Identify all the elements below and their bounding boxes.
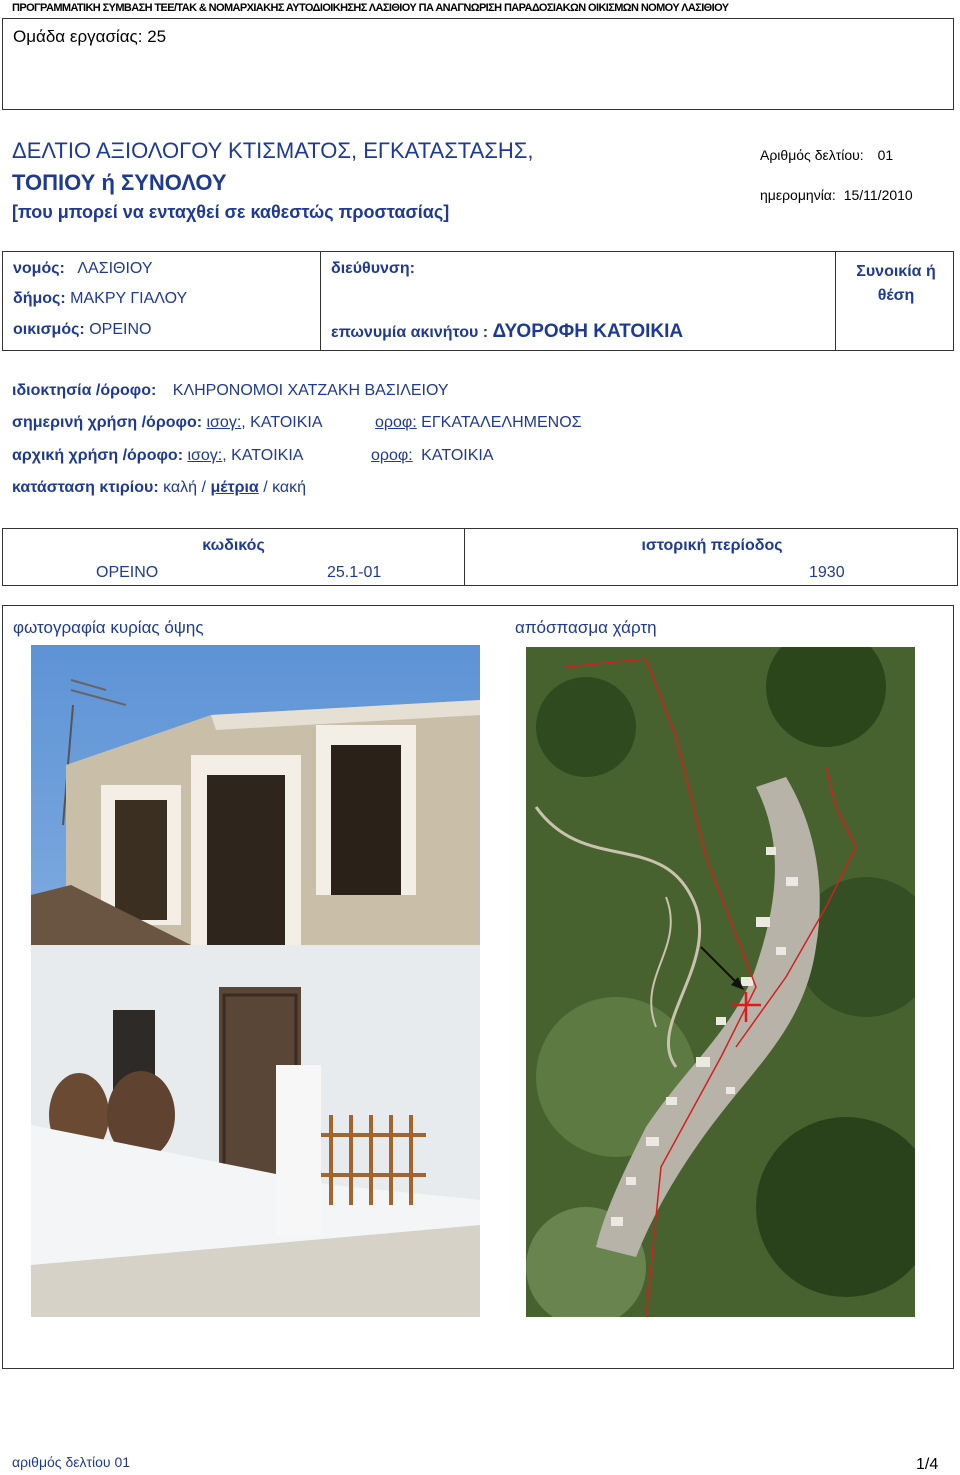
original-ground-label: ισογ: <box>187 447 223 464</box>
group-line <box>13 27 166 47</box>
property-name-row <box>331 321 683 343</box>
facade-photo-svg <box>31 645 480 1317</box>
current-use-row <box>12 414 323 432</box>
condition-label: κατάσταση κτιρίου: <box>12 479 159 496</box>
property-name-label: επωνυμία ακινήτου : <box>331 324 489 341</box>
nomos-value: ΛΑΣΙΘΙΟΥ <box>77 260 153 277</box>
title-line-3: [που μπορεί να ενταχθεί σε καθεστώς προστασίας] <box>12 202 450 222</box>
original-ground-value: , ΚΑΤΟΙΚΙΑ <box>222 447 304 464</box>
condition-sep-2: / <box>263 479 268 496</box>
title-line-2: ΤΟΠΙΟΥ ή ΣΥΝΟΛΟΥ <box>12 170 227 195</box>
ownership-label: ιδιοκτησία /όροφο: <box>12 382 157 399</box>
oikismos-label: οικισμός: <box>13 321 85 338</box>
dimos-row <box>13 290 187 308</box>
oikismos-row <box>13 321 151 339</box>
area-label <box>837 260 955 308</box>
current-upper-label: οροφ: <box>375 414 417 431</box>
original-use-label: αρχική χρήση /όροφο: <box>12 447 184 464</box>
photo-label: φωτογραφία κυρίας όψης <box>13 618 204 637</box>
original-upper-label: οροφ: <box>371 447 413 464</box>
image-box <box>2 605 954 1369</box>
bulletin-date-value: 15/11/2010 <box>843 187 913 203</box>
bulletin-number-value: 01 <box>877 147 894 163</box>
bulletin-number-label: Αριθμός δελτίου: <box>760 147 864 163</box>
property-name-value: ΔΥΟΡΟΦΗ ΚΑΤΟΙΚΙΑ <box>492 321 684 342</box>
area-label-line-1: Συνοικία ή <box>856 263 936 280</box>
current-upper-row <box>375 414 582 432</box>
current-ground-value: , ΚΑΤΟΙΚΙΑ <box>241 414 323 431</box>
group-box <box>2 18 954 110</box>
original-use-row <box>12 447 303 465</box>
condition-sep-1: / <box>201 479 206 496</box>
current-use-label: σημερινή χρήση /όροφο: <box>12 414 203 431</box>
current-upper-value: ΕΓΚΑΤΑΛΕΛΗΜΕΝΟΣ <box>421 414 582 431</box>
footer-page-number: 1/4 <box>916 1456 939 1473</box>
period-value: 1930 <box>809 564 845 581</box>
code-header: κωδικός <box>202 537 265 554</box>
location-divider-1 <box>320 252 321 350</box>
location-divider-2 <box>835 252 836 350</box>
project-banner: ΠΡΟΓΡΑΜΜΑΤΙΚΗ ΣΥΜΒΑΣΗ ΤΕΕ/ΤΑΚ & ΝΟΜΑΡΧΙΑΚΗΣ ΑΥΤΟΔΙΟΙΚΗΣΗΣ ΛΑΣΙΘΙΟΥ ΠΑ ΑΝΑΓΝΩΡΙΣΗ ΠΑΡΑΔΟΣΙΑΚΩΝ ΟΙΚΙΣΜΩΝ ΝΟΜΟΥ ΛΑΣΙΘΙΟΥ <box>12 2 729 14</box>
condition-good: καλή <box>163 479 198 496</box>
code-settlement: ΟΡΕΙΝΟ <box>96 564 159 581</box>
group-label: Ομάδα εργασίας: <box>13 27 143 46</box>
period-header: ιστορική περίοδος <box>641 537 783 554</box>
map-label: απόσπασμα χάρτη <box>515 618 657 637</box>
area-label-line-2: θέση <box>877 287 915 304</box>
map-excerpt <box>526 647 915 1317</box>
ownership-row <box>12 382 449 400</box>
nomos-row <box>13 260 153 278</box>
map-excerpt-svg <box>526 647 915 1317</box>
dimos-value: ΜΑΚΡΥ ΓΙΑΛΟΥ <box>70 290 188 307</box>
ownership-value: ΚΛΗΡΟΝΟΜΟΙ ΧΑΤΖΑΚΗ ΒΑΣΙΛΕΙΟΥ <box>172 382 449 399</box>
bulletin-date-label: ημερομηνία: <box>760 187 836 203</box>
nomos-label: νομός: <box>13 260 65 277</box>
address-label: διεύθυνση: <box>331 260 415 277</box>
code-table <box>2 528 958 586</box>
code-value: 25.1-01 <box>327 564 382 581</box>
bulletin-number <box>760 147 893 163</box>
current-ground-label: ισογ: <box>206 414 242 431</box>
condition-bad: κακή <box>272 479 307 496</box>
footer-bulletin-number: αριθμός δελτίου 01 <box>12 1454 131 1470</box>
oikismos-value: ΟΡΕΙΝΟ <box>89 321 152 338</box>
condition-row <box>12 479 306 497</box>
group-value: 25 <box>147 27 167 46</box>
original-upper-value: ΚΑΤΟΙΚΙΑ <box>421 447 494 464</box>
title-line-1: ΔΕΛΤΙΟ ΑΞΙΟΛΟΓΟΥ ΚΤΙΣΜΑΤΟΣ, ΕΓΚΑΤΑΣΤΑΣΗΣ, <box>12 138 534 163</box>
facade-photo <box>31 645 480 1317</box>
original-upper-row <box>371 447 494 465</box>
dimos-label: δήμος: <box>13 290 66 307</box>
condition-medium: μέτρια <box>210 479 259 496</box>
location-box <box>2 251 954 351</box>
bulletin-date <box>760 187 913 203</box>
